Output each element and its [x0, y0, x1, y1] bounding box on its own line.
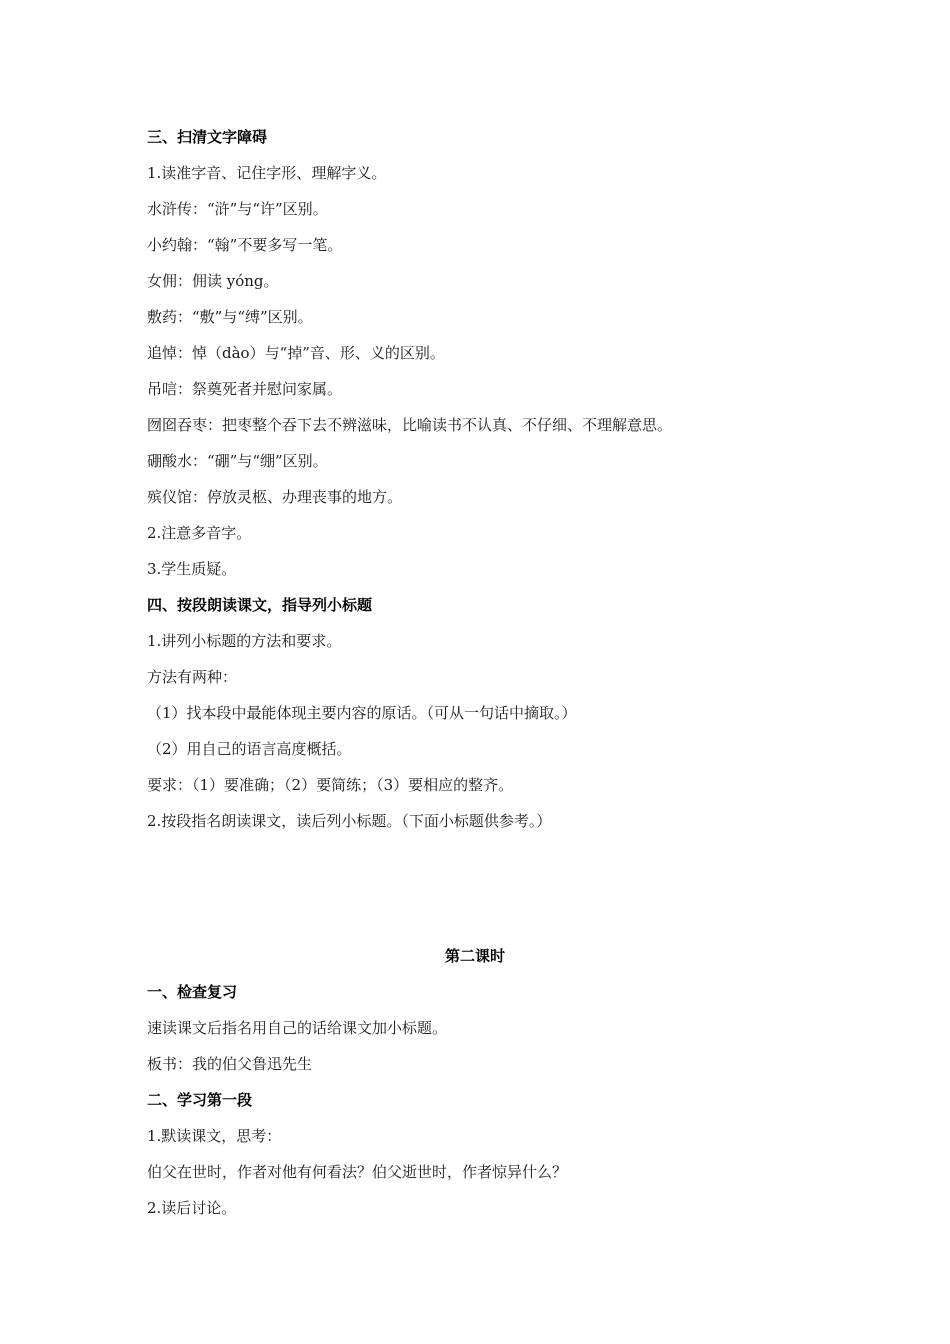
vocab-item: 水浒传：“浒”与“许”区别。	[147, 200, 328, 218]
vocab-item: 女佣：佣读 yóng。	[147, 272, 279, 290]
section4-heading: 四、按段朗读课文，指导列小标题	[147, 596, 373, 614]
lesson2-section1-line1: 速读课文后指名用自己的话给课文加小标题。	[147, 1019, 448, 1037]
section3-item2: 2.注意多音字。	[147, 524, 252, 542]
methods-intro: 方法有两种：	[147, 668, 238, 686]
vocab-item: 吊唁：祭奠死者并慰问家属。	[147, 380, 343, 398]
method-1: （1）找本段中最能体现主要内容的原话。（可从一句话中摘取。）	[147, 704, 577, 722]
vocab-item: 小约翰：“翰”不要多写一笔。	[147, 236, 343, 254]
section3-item1: 1.读准字音、记住字形、理解字义。	[147, 164, 387, 182]
lesson2-title: 第二课时	[444, 947, 505, 965]
lesson2-section2-question: 伯父在世时，作者对他有何看法？伯父逝世时，作者惊异什么？	[147, 1163, 568, 1181]
lesson2-section2-item1: 1.默读课文，思考：	[147, 1127, 282, 1145]
lesson2-section1-line2: 板书：我的伯父鲁迅先生	[147, 1055, 313, 1073]
lesson2-section1-heading: 一、检查复习	[147, 983, 238, 1001]
vocab-item: 硼酸水：“硼”与“绷”区别。	[147, 452, 328, 470]
lesson2-section2-item2: 2.读后讨论。	[147, 1199, 237, 1217]
section3-heading: 三、扫清文字障碍	[147, 128, 268, 146]
requirements: 要求：（1）要准确；（2）要简练；（3）要相应的整齐。	[147, 776, 514, 794]
vocab-item: 追悼：悼（dào）与“掉”音、形、义的区别。	[147, 344, 445, 362]
vocab-item: 囫囵吞枣：把枣整个吞下去不辨滋味，比喻读书不认真、不仔细、不理解意思。	[147, 416, 673, 434]
vocab-item: 殡仪馆：停放灵柩、办理丧事的地方。	[147, 488, 403, 506]
vocab-item: 敷药：“敷”与“缚”区别。	[147, 308, 313, 326]
lesson2-section2-heading: 二、学习第一段	[147, 1091, 253, 1109]
method-2: （2）用自己的语言高度概括。	[147, 740, 352, 758]
section3-item3: 3.学生质疑。	[147, 560, 237, 578]
section4-item2: 2.按段指名朗读课文，读后列小标题。（下面小标题供参考。）	[147, 812, 552, 830]
section4-item1: 1.讲列小标题的方法和要求。	[147, 632, 342, 650]
